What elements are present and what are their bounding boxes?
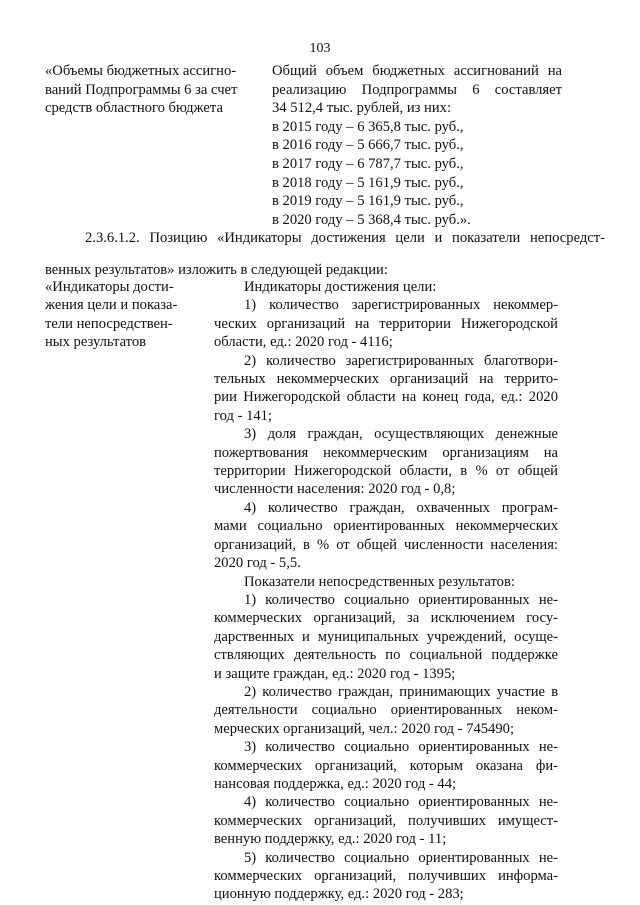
indicators-line: рии Нижегородской области на конец года, ед.: 2020: [214, 389, 558, 406]
indicators-line: 4) количество граждан, охваченных програм-: [244, 499, 558, 516]
indicators-line: территории Нижегородской области, в % от общей: [214, 463, 558, 480]
results-line: коммерческих организаций, получивших информа-: [214, 868, 558, 884]
results-line: коммерческих организаций, за исключением госу-: [214, 610, 558, 627]
funding-value-line: реализацию Подпрограммы 6 составляет: [272, 81, 562, 98]
funding-year-line: в 2020 году – 5 368,4 тыс. руб.».: [272, 211, 471, 228]
results-line: коммерческих организаций, получивших имущест-: [214, 812, 558, 829]
results-line: и защите граждан, ед.: 2020 год - 1395;: [214, 665, 456, 682]
indicators-line: год - 141;: [214, 407, 273, 424]
indicators-line: численности населения: 2020 год - 0,8;: [214, 481, 456, 498]
indicators-line: 2) количество зарегистрированных благотвори-: [244, 352, 558, 369]
results-line: 3) количество социально ориентированных не-: [244, 739, 558, 756]
indicators-line: пожертвования некоммерческим организациям на: [214, 444, 558, 461]
funding-value-line: 34 512,4 тыс. рублей, из них:: [272, 100, 452, 117]
funding-year-line: в 2016 году – 5 666,7 тыс. руб.,: [272, 137, 464, 154]
clause-line: венных результатов» изложить в следующей редакции:: [45, 262, 388, 278]
funding-label-line: средств областного бюджета: [45, 100, 223, 117]
clause-line: 2.3.6.1.2. Позицию «Индикаторы достижения цели и показатели непосредст-: [85, 230, 605, 246]
results-line: 1) количество социально ориентированных не-: [244, 591, 558, 608]
funding-label-line: ваний Подпрограммы 6 за счет: [45, 81, 238, 98]
amendment-clause: [45, 222, 605, 286]
indicators-label: [45, 278, 195, 352]
indicators-line: области, ед.: 2020 год - 4116;: [214, 334, 393, 351]
results-line: 5) количество социально ориентированных не-: [244, 849, 558, 866]
funding-year-line: в 2019 году – 5 161,9 тыс. руб.,: [272, 193, 464, 210]
indicators-line: ческих организаций на территории Нижегородской: [214, 315, 558, 332]
funding-value-line: Общий объем бюджетных ассигнований на: [272, 63, 562, 79]
funding-label-line: «Объемы бюджетных ассигно-: [45, 63, 237, 79]
page-number: 103: [309, 41, 331, 56]
results-line: венную поддержку, ед.: 2020 год - 11;: [214, 831, 447, 848]
indicators-line: организаций, в % от общей численности населения:: [214, 536, 558, 553]
indicators-heading: Индикаторы достижения цели:: [244, 279, 437, 295]
indicators-value: [214, 278, 558, 904]
results-line: дарственных и муниципальных учреждений, осуще-: [214, 628, 558, 645]
results-heading: Показатели непосредственных результатов:: [244, 573, 515, 590]
funding-year-line: в 2018 году – 5 161,9 тыс. руб.,: [272, 174, 464, 191]
results-line: коммерческих организаций, которым оказана фи-: [214, 757, 558, 774]
funding-label: [45, 62, 245, 118]
indicators-line: 2020 год - 5,5.: [214, 555, 301, 572]
indicators-label-line: ных результатов: [45, 334, 147, 351]
indicators-line: мами социально ориентированных некоммерческих: [214, 518, 558, 535]
results-line: 4) количество социально ориентированных не-: [244, 794, 558, 811]
indicators-line: тельных некоммерческих организаций на террито-: [214, 371, 558, 388]
funding-year-line: в 2015 году – 6 365,8 тыс. руб.,: [272, 118, 464, 135]
results-line: 2) количество граждан, принимающих участие в: [244, 683, 558, 700]
indicators-label-line: тели непосредствен-: [45, 315, 173, 332]
results-line: нансовая поддержка, ед.: 2020 год - 44;: [214, 775, 457, 792]
results-line: деятельности социально ориентированных неком-: [214, 702, 558, 719]
results-line: ционную поддержку, ед.: 2020 год - 283;: [214, 886, 464, 903]
indicators-label-line: жения цели и показа-: [45, 297, 178, 314]
funding-value: [272, 62, 562, 229]
indicators-label-line: «Индикаторы дости-: [45, 279, 174, 295]
results-line: ствляющих деятельность по социальной поддержке: [214, 647, 558, 664]
results-line: мерческих организаций, чел.: 2020 год - 745490;: [214, 720, 514, 737]
funding-year-line: в 2017 году – 6 787,7 тыс. руб.,: [272, 155, 464, 172]
indicators-line: 1) количество зарегистрированных некоммер-: [244, 297, 558, 314]
indicators-line: 3) доля граждан, осуществляющих денежные: [244, 426, 558, 443]
